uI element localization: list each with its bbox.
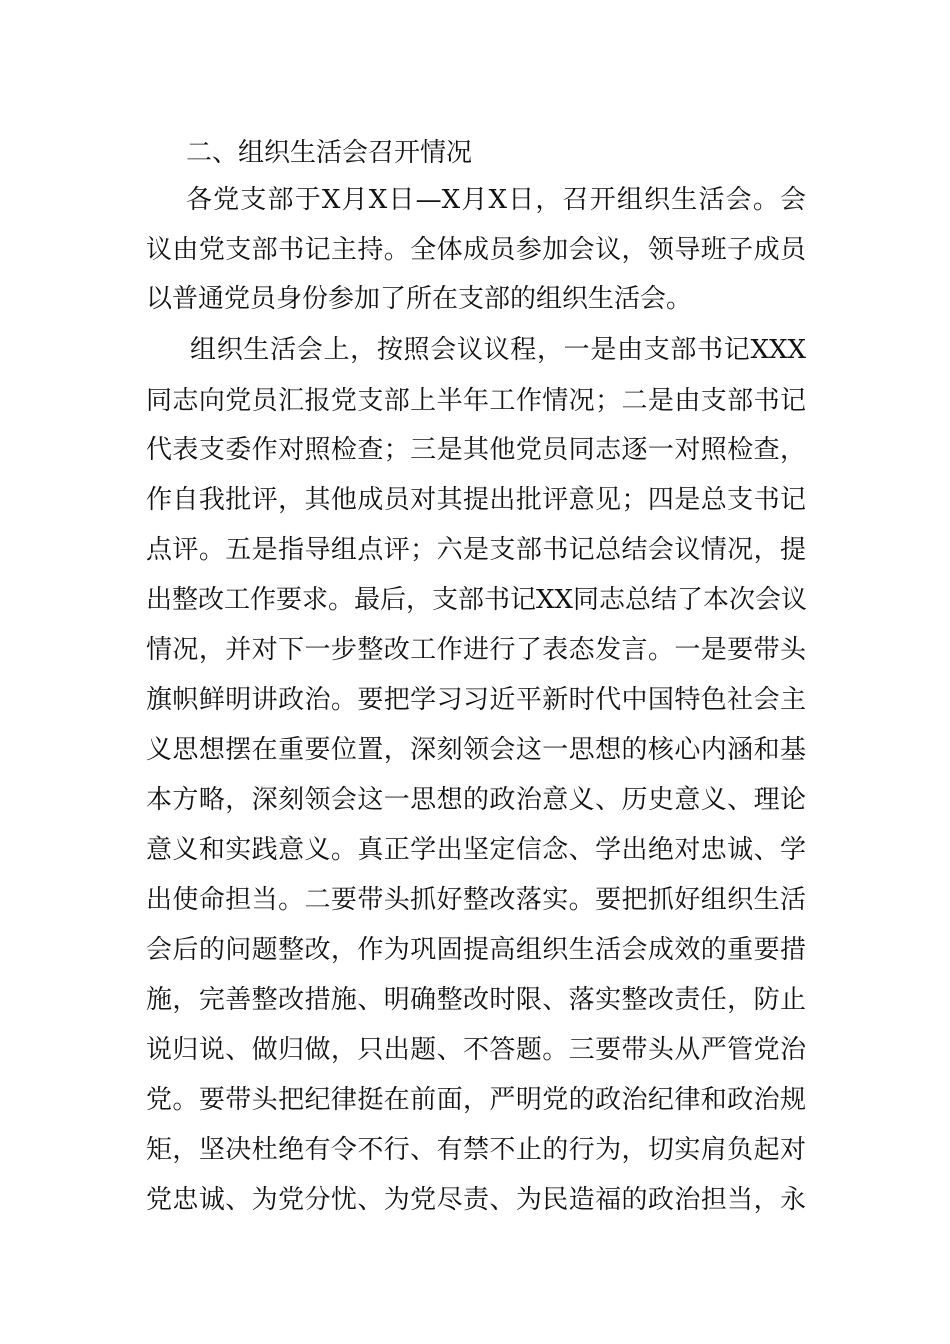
paragraph-2-line-17: 矩，坚决杜绝有令不行、有禁不止的行为，切实肩负起对 bbox=[146, 1135, 806, 1165]
paragraph-2-line-16: 党。要带头把纪律挺在前面，严明党的政治纪律和政治规 bbox=[146, 1085, 806, 1115]
paragraph-2-line-1: 组织生活会上，按照会议议程，一是由支部书记XXX bbox=[190, 335, 806, 365]
paragraph-1-line-3: 以普通党员身份参加了所在支部的组织生活会。 bbox=[146, 284, 693, 314]
paragraph-2-line-2: 同志向党员汇报党支部上半年工作情况；二是由支部书记 bbox=[146, 386, 806, 416]
paragraph-2-line-4: 作自我批评，其他成员对其提出批评意见；四是总支书记 bbox=[146, 485, 806, 515]
paragraph-2-line-8: 旗帜鲜明讲政治。要把学习习近平新时代中国特色社会主 bbox=[146, 685, 806, 715]
paragraph-2-line-15: 说归说、做归做，只出题、不答题。三要带头从严管党治 bbox=[146, 1035, 806, 1065]
paragraph-2-line-10: 本方略，深刻领会这一思想的政治意义、历史意义、理论 bbox=[146, 785, 806, 815]
paragraph-2-line-3: 代表支委作对照检查；三是其他党员同志逐一对照检查， bbox=[146, 435, 806, 465]
paragraph-2-line-9: 义思想摆在重要位置，深刻领会这一思想的核心内涵和基 bbox=[146, 735, 806, 765]
paragraph-1-line-2: 议由党支部书记主持。全体成员参加会议，领导班子成员 bbox=[146, 235, 806, 265]
paragraph-2-line-18: 党忠诚、为党分忧、为党尽责、为民造福的政治担当，永 bbox=[146, 1185, 806, 1215]
paragraph-2-line-7: 情况，并对下一步整改工作进行了表态发言。一是要带头 bbox=[146, 635, 806, 665]
paragraph-2-line-14: 施，完善整改措施、明确整改时限、落实整改责任，防止 bbox=[146, 985, 806, 1015]
paragraph-2-line-6: 出整改工作要求。最后，支部书记XX同志总结了本次会议 bbox=[146, 585, 808, 615]
paragraph-2-line-11: 意义和实践意义。真正学出坚定信念、学出绝对忠诚、学 bbox=[146, 835, 806, 865]
paragraph-2-line-5: 点评。五是指导组点评；六是支部书记总结会议情况，提 bbox=[146, 535, 806, 565]
section-heading: 二、组织生活会召开情况 bbox=[186, 138, 473, 168]
paragraph-1-line-1: 各党支部于X月X日—X月X日，召开组织生活会。会 bbox=[186, 185, 806, 215]
paragraph-2-line-12: 出使命担当。二要带头抓好整改落实。要把抓好组织生活 bbox=[146, 885, 806, 915]
paragraph-2-line-13: 会后的问题整改，作为巩固提高组织生活会成效的重要措 bbox=[146, 935, 806, 965]
